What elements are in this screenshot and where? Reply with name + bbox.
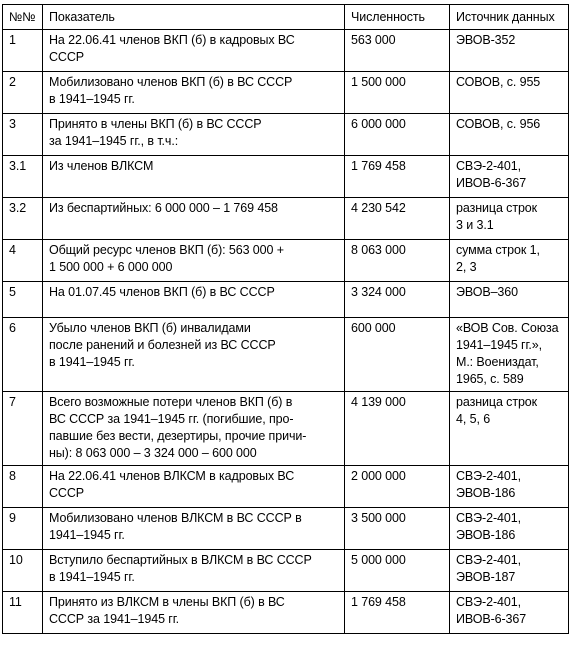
cell-count: 3 500 000 (345, 508, 450, 550)
cell-count: 3 324 000 (345, 282, 450, 318)
cell-indicator: Принято в члены ВКП (б) в ВС СССР за 1941–1945 гг., в т.ч.: (43, 114, 345, 156)
cell-indicator: Убыло членов ВКП (б) инвалидами после ранений и болезней из ВС СССР в 1941–1945 гг. (43, 318, 345, 392)
cell-source: разница строк 3 и 3.1 (450, 198, 569, 240)
table-row (3, 508, 569, 550)
header-row (3, 5, 569, 30)
cell-num: 6 (3, 318, 43, 392)
table-row (3, 72, 569, 114)
table-row (3, 114, 569, 156)
cell-source: СВЭ-2-401, ИВОВ-6-367 (450, 592, 569, 634)
cell-indicator: Всего возможные потери членов ВКП (б) в ВС СССР за 1941–1945 гг. (погибшие, про- павшие без вести, дезертиры, прочие причи- ны): 8 063 000 – 3 324 000 – 600 000 (43, 392, 345, 466)
table-row (3, 198, 569, 240)
table-row (3, 318, 569, 392)
cell-num: 4 (3, 240, 43, 282)
cell-num: 3.1 (3, 156, 43, 198)
cell-num: 11 (3, 592, 43, 634)
cell-count: 8 063 000 (345, 240, 450, 282)
cell-indicator: На 22.06.41 членов ВЛКСМ в кадровых ВС СССР (43, 466, 345, 508)
cell-indicator: На 01.07.45 членов ВКП (б) в ВС СССР (43, 282, 345, 318)
cell-count: 1 500 000 (345, 72, 450, 114)
cell-num: 7 (3, 392, 43, 466)
cell-source: СВЭ-2-401, ЭВОВ-187 (450, 550, 569, 592)
header-source: Источник данных (450, 5, 569, 30)
cell-source: СВЭ-2-401, ИВОВ-6-367 (450, 156, 569, 198)
cell-source: СОВОВ, с. 956 (450, 114, 569, 156)
cell-count: 2 000 000 (345, 466, 450, 508)
cell-indicator: Вступило беспартийных в ВЛКСМ в ВС СССР в 1941–1945 гг. (43, 550, 345, 592)
cell-count: 4 139 000 (345, 392, 450, 466)
table-row (3, 30, 569, 72)
cell-source: ЭВОВ–360 (450, 282, 569, 318)
cell-indicator: Из беспартийных: 6 000 000 – 1 769 458 (43, 198, 345, 240)
cell-indicator: На 22.06.41 членов ВКП (б) в кадровых ВС СССР (43, 30, 345, 72)
table-row (3, 282, 569, 318)
cell-count: 563 000 (345, 30, 450, 72)
cell-indicator: Из членов ВЛКСМ (43, 156, 345, 198)
cell-source: сумма строк 1, 2, 3 (450, 240, 569, 282)
cell-num: 10 (3, 550, 43, 592)
table-row (3, 240, 569, 282)
cell-num: 5 (3, 282, 43, 318)
cell-count: 600 000 (345, 318, 450, 392)
cell-source: СОВОВ, с. 955 (450, 72, 569, 114)
cell-source: СВЭ-2-401, ЭВОВ-186 (450, 508, 569, 550)
statistics-table (2, 4, 569, 634)
cell-indicator: Общий ресурс членов ВКП (б): 563 000 + 1 500 000 + 6 000 000 (43, 240, 345, 282)
cell-count: 5 000 000 (345, 550, 450, 592)
cell-source: «ВОВ Сов. Союза 1941–1945 гг.», М.: Воениздат, 1965, с. 589 (450, 318, 569, 392)
table-row (3, 592, 569, 634)
cell-indicator: Мобилизовано членов ВКП (б) в ВС СССР в 1941–1945 гг. (43, 72, 345, 114)
cell-count: 1 769 458 (345, 592, 450, 634)
header-num: №№ (3, 5, 43, 30)
table-row (3, 466, 569, 508)
cell-num: 9 (3, 508, 43, 550)
cell-count: 4 230 542 (345, 198, 450, 240)
cell-num: 1 (3, 30, 43, 72)
cell-count: 1 769 458 (345, 156, 450, 198)
cell-num: 3.2 (3, 198, 43, 240)
header-count: Численность (345, 5, 450, 30)
cell-source: СВЭ-2-401, ЭВОВ-186 (450, 466, 569, 508)
cell-source: разница строк 4, 5, 6 (450, 392, 569, 466)
cell-source: ЭВОВ-352 (450, 30, 569, 72)
table-row (3, 550, 569, 592)
cell-num: 8 (3, 466, 43, 508)
cell-num: 2 (3, 72, 43, 114)
table-row (3, 392, 569, 466)
header-indicator: Показатель (43, 5, 345, 30)
cell-count: 6 000 000 (345, 114, 450, 156)
cell-indicator: Принято из ВЛКСМ в члены ВКП (б) в ВС СССР за 1941–1945 гг. (43, 592, 345, 634)
table-row (3, 156, 569, 198)
cell-indicator: Мобилизовано членов ВЛКСМ в ВС СССР в 1941–1945 гг. (43, 508, 345, 550)
cell-num: 3 (3, 114, 43, 156)
